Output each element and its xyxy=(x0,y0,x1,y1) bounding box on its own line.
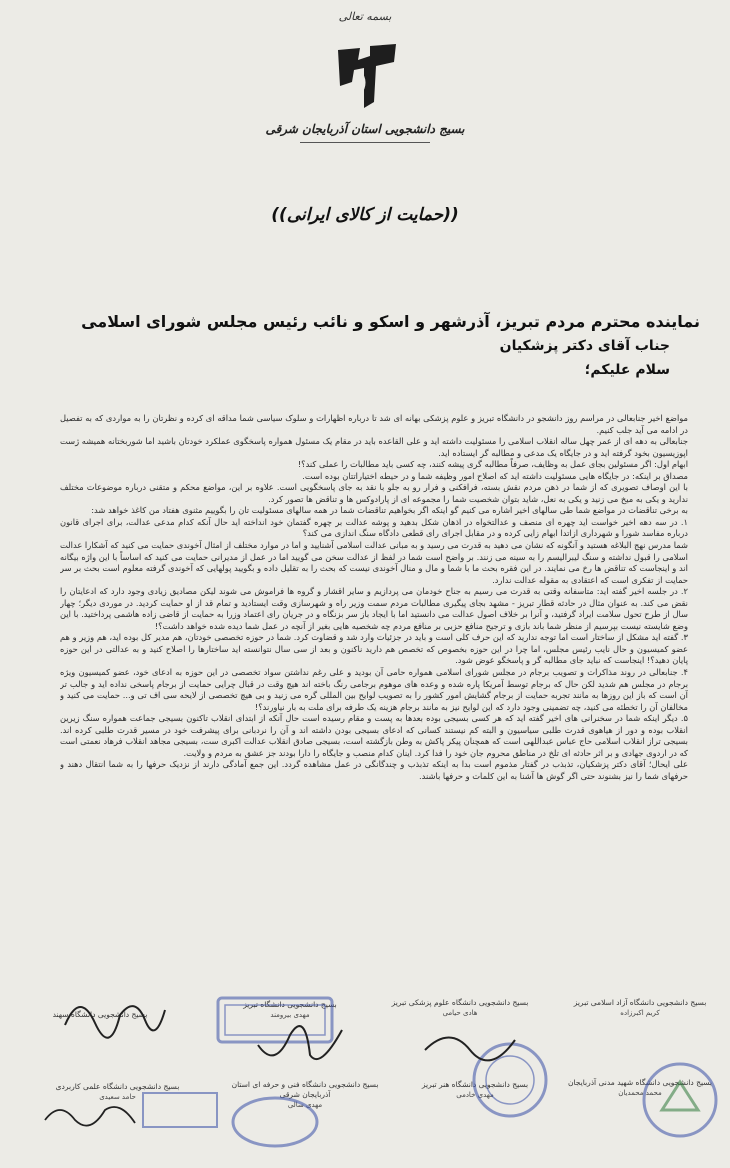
official-stamp-icon xyxy=(140,1090,220,1130)
signature-title: بسیج دانشجویی دانشگاه هنر تبریز xyxy=(421,1080,529,1089)
org-divider xyxy=(300,142,430,143)
handwritten-signature-icon xyxy=(420,1020,520,1065)
paragraph: ۳. گفته اید مشکل از ساختار است اما توجه ندارید که این حرف کلی است و باید در جزئیات وارد شد و قضاوت کرد. شما در حوزه تخصصی خودتان، هم مدیر کل بوده اید، هم وزیر و هم عضو کمیسیون و حال نایب رئیس مجلس، اما چرا در این حوزه بخصوص که تخصص هم دارید ناکنون و بعد از سی سال نتوانسته اید ساختارها را اصلاح کنید و به عدالتی در این حوزه پایان دهید؟! اینجاست که نباید جای مطالبه گر و پاسخگو عوض شود. xyxy=(60,632,688,666)
invocation-header: بسمه تعالی xyxy=(338,10,392,23)
handwritten-signature-icon xyxy=(60,985,170,1045)
paragraph: علی ایحال؛ آقای دکتر پزشکیان، تذبذب در گفتار مذموم است بدا به اینکه تذبذب و چندگانگی در عمل مشاهده گردد. این جمع آمادگی دارند از نزدیک حرفها را به شما انتقال دهند و حرفهای شما را نیز بشنوند حتی اگر گوش ها آشنا به این کلمات و حرفها باشند. xyxy=(60,759,688,781)
signature-block xyxy=(380,998,540,1018)
addressee-title: نماینده محترم مردم تبریز، آذرشهر و اسکو و نائب رئیس مجلس شورای اسلامی xyxy=(81,312,700,331)
signature-title: بسیج دانشجویی دانشگاه آزاد اسلامی تبریز xyxy=(573,998,707,1007)
paragraph: ابهام اول: اگر مسئولین بجای عمل به وظایف، صرفاً مطالبه گری پیشه کنند، چه کسی باید مطالبات را عملی کند؟! xyxy=(297,459,688,470)
salutation: سلام علیکم؛ xyxy=(584,362,670,378)
signature-name: حامد سعیدی xyxy=(99,1093,136,1101)
signature-name: کریم اکبرزاده xyxy=(620,1009,660,1017)
paragraph: ۱. در سه دهه اخیر خواست اید چهره ای منصف و عدالتخواه در اذهان شکل بدهید و پوشه عدالت بر چهره گفتمان خود انداخته اید حال آنکه کدام مدعی عدالت، برای اجرای قانون درباره مفاسد شورا و شهرداری ازاتدا ابهام زایی کرده و در مقابل اجرای رای قطعی دادگاه سنگ اندازی می کند؟ xyxy=(60,516,688,539)
signature-name: مهدی خادمی xyxy=(456,1091,494,1099)
paragraph: با این اوصاف تصویری که از شما در ذهن مردم نقش بسته، فرافکنی و فرار رو به جلو با نقد به جای پاسخگویی است. علاوه بر این، مواضع محکم و متقنی درباره موضوعات مختلف ندارید و یکی به میخ می زنید و یکی به نعل، شاید بتوان شخصیت شما را مجموعه ای از پارادوکس ها و تناقض ها تصور کرد. xyxy=(60,482,688,504)
handwritten-signature-icon xyxy=(250,1015,350,1075)
organization-name: بسیج دانشجویی استان آذربایجان شرقی xyxy=(265,122,465,136)
signature-block xyxy=(565,998,715,1018)
paragraph: به برخی تناقضات در مواضع شما طی سالهای اخیر اشاره می کنیم گو اینکه اگر بخواهیم تناقضات شما در همه سالهای مسئولیت تان را بگوییم مثنوی هفتاد من کاغذ خواهد شد: xyxy=(91,505,688,516)
round-stamp-icon xyxy=(640,1060,720,1140)
signature-name: مهدی سالی xyxy=(287,1101,323,1109)
official-stamp-icon xyxy=(230,1095,320,1150)
paragraph: مواضع اخیر جنابعالی در مراسم روز دانشجو در دانشگاه تبریز و علوم پزشکی بهانه ای شد تا درباره اظهارات و سلوک سیاسی شما مداقه ای کرده و نظرتان را به مواردی که به تفصیل در ادامه می آید جلب کنیم. xyxy=(60,413,688,435)
signature-title: بسیج دانشجویی دانشگاه سهند xyxy=(52,1010,148,1019)
motto-title: ((حمایت از کالای ایرانی)) xyxy=(271,205,459,225)
basij-logo-icon xyxy=(330,42,404,114)
signature-title: بسیج دانشجویی دانشگاه فنی و حرفه ای استان آذربایجان شرقی xyxy=(231,1080,379,1099)
signature-name: مهدی بیرومند xyxy=(270,1011,310,1019)
signature-title: بسیج دانشجویی دانشگاه شهید مدنی آذربایجان xyxy=(568,1078,712,1087)
signature-title: بسیج دانشجویی دانشگاه تبریز xyxy=(243,1000,337,1009)
signature-title: بسیج دانشجویی دانشگاه علمی کاربردی xyxy=(55,1082,180,1091)
signature-title: بسیج دانشجویی دانشگاه علوم پزشکی تبریز xyxy=(391,998,529,1007)
paragraph: شما مدرس نهج البلاغه هستید و آنگونه که نشان می دهید به قدرت می رسید و به مبانی عدالت اسلامی آشنایید و اما در موارد مختلف از امثال آخوندی حمایت می کنید که آشکارا عدالت اسلامی را قبول نداشته و سنگ لیبرالیسم را به سینه می زنند. بر واضح است شما در لفظ از عدالت سخن می گویید اما در عمل از مدیرانی حمایت می کنید که اساساً با این واژه بیگانه اند و اینجاست که تناقض ها رخ می نمایند. در این فقره بحث ما با شما و مال و منال آخوندی نیست که بحث را به تقلیل داده و بگویید پولهایی که آخوندی گرفته معلوم است بحث بر سر حمایت از تفکری است که اعتقادی به مقوله عدالت ندارد. xyxy=(60,540,688,585)
paragraph: جنابعالی به دهه ای از عمر چهل ساله انقلاب اسلامی را مسئولیت داشته اید و علی القاعده باید در مقام یک مسئول همواره پاسخگوی عملکرد خودتان باشید اما شوربختانه همیشه ژست اپوزیسیون بخود گرفته اید و در جایگاه یک مدعی و مطالبه گر ایستاده اید. xyxy=(60,436,688,458)
paragraph: ۲. در جلسه اخیر گفته اید: متاسفانه وقتی به قدرت می رسیم به جناح خودمان می پردازیم و سایر اقشار و گروه ها فراموش می شوند لیکن مصادیق زیادی وجود دارد که ادعایتان را نقض می کند. به عنوان مثال در حادثه قطار تبریز - مشهد بجای پیگیری مطالبات مردم سمت وزیر راه و شهرسازی وقت ایستادید و تمام قد از او حمایت کردید. در موردی دیگر؛ چهار سال از طرح تحول سلامت ایراد گرفتید، و آنرا بر خلاف اصول عدالت می دانستید اما با ایجاد باز سر بزنگاه و در جریان رای اعتماد وزرا به حمایت از قاضی زاده هاشمی پرداختید. با این وضع شایسته نیست بپرسیم از منظر شما باند بازی و ترجیح منافع حزبی بر منافع مردم چه شخصیه هایی بغیر از آنچه در عمل شما دیده شده خواهد داشت؟! xyxy=(60,586,688,631)
signature-name: محمد محمدیان xyxy=(618,1089,662,1097)
handwritten-signature-icon xyxy=(40,1095,140,1135)
addressee-name: جناب آقای دکتر پزشکیان xyxy=(499,338,670,354)
paragraph: ۵. دیگر اینکه شما در سخنرانی های اخیر گفته اید که هر کسی بسیجی بوده بعدها به پست و مقام رسیده است حال آنکه از ابتدای انقلاب تاکنون بسیجی جماعت همواره سنگ زیرین انقلاب بوده و دور از هیاهوی قدرت طلبی سیاسیون و البته کم نیستند کسانی که ادعای بسیجی بودن داشته اند و آن را نردبانی برای پیشرفت خود در مسیر قدرت طلبی کرده اند. بسیجی تراز انقلاب اسلامی حاج عباس عبداللهی است که همچنان پیکر پاکش به وطن بازگشته است، بسیجی صادق انقلاب عدالت اکبری ست، بسیجی مجاهد انقلاب فرهاد نعمتی است که در اردوی جهادی و بر اثر حادثه ای تلخ در مناطق محروم جان خود را فدا کرد. اینان کدام منصب و جایگاه را دارا بودند جز عشق به مردم و ولایت. xyxy=(60,713,688,758)
paragraph: ۴. جنابعالی در روند مذاکرات و تصویب برجام در مجلس شورای اسلامی همواره حامی آن بودید و علی رغم نداشتن سواد تخصصی در این حوزه به ادعای خود، عضو کمیسیون ویژه برجام در مجلس هم شدید لکن حال که برجام توسط آمریکا پاره شده و وعده های موهوم برجامی رنگ باخته اند هیچ وقت در قبال چرایی حمایت از برجام پاسخی نداده اید و جالب تر آن است که باز این روزها به مانند تجربه حمایت از برجام گشایش امور کشور را به تصویب لوایح بین المللی گره می زنید و بی هیچ تخصصی از لایحه سی اف تی و... حمایت می کنید و مخالفان آن را تخطئه می کنید، چه تضمینی وجود دارد که این لوایح نیز به مانند برجام هزینه یک طرفه برای ملت به بار نیاورند؟! xyxy=(60,667,688,712)
paragraph: مصداق بر اینکه: در جایگاه هایی مسئولیت داشته اید که اصلاح امور وظیفه شما و در حیطه اختیاراتتان بوده است. xyxy=(302,470,688,481)
signature-name: هادی حیامی xyxy=(442,1009,478,1017)
letter-body xyxy=(60,413,688,938)
